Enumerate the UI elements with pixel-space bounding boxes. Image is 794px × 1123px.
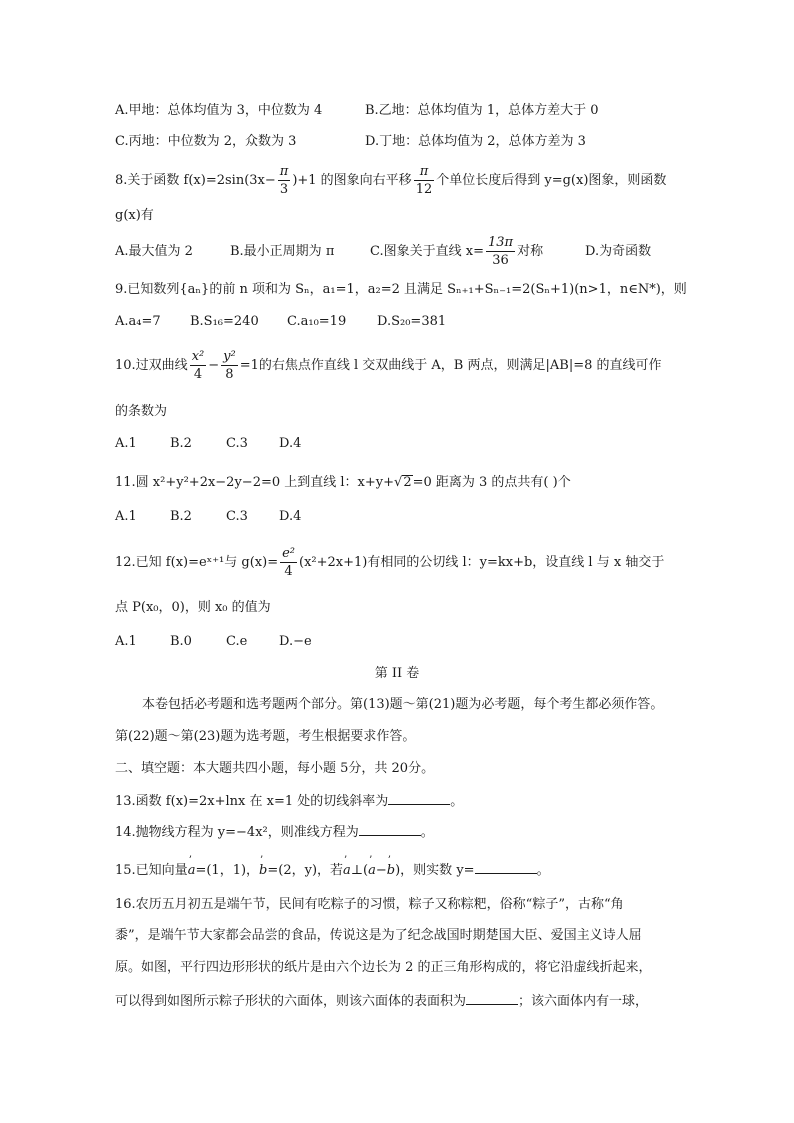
q16-answer-blank[interactable]	[466, 990, 518, 1005]
q13-stem-post: 。	[450, 794, 464, 809]
q11-radicand: 2	[403, 475, 412, 490]
q10-fraction-1-den: 4	[193, 367, 203, 382]
q12-option-b: B.0	[170, 634, 192, 649]
q8-fraction-1	[278, 163, 291, 198]
q8-option-c-den: 36	[492, 253, 509, 268]
q9-options	[115, 312, 446, 332]
q12-fraction-den: 4	[284, 564, 293, 579]
q7-option-b: B.乙地：总体均值为 1，总体方差大于 0	[365, 103, 599, 118]
q16-line3: 原。如图，平行四边形形状的纸片是由六个边长为 2 的正三角形构成的，将它沿虚线折起来，	[115, 960, 652, 975]
q8-fraction-1-num: π	[279, 164, 289, 179]
q9-stem: 9.已知数列{aₙ}的前 n 项和为 Sₙ，a₁=1，a₂=2 且满足 Sₙ₊₁+Sₙ₋₁=2(Sₙ+1)(n>1，n∈N*)，则	[115, 282, 687, 297]
fill-in-header: 二、填空题：本大题共四小题，每小题 5分，共 20分。	[115, 761, 435, 776]
q10-fraction-2	[221, 348, 238, 383]
q10-fraction-1-num: x²	[191, 349, 205, 364]
q13-stem	[115, 790, 463, 812]
q12-stem-line2: 点 P(x₀，0)，则 x₀ 的值为	[115, 600, 271, 615]
q8-fraction-2-den: 12	[415, 182, 433, 197]
q10-options	[115, 434, 301, 454]
q12-options	[115, 632, 312, 652]
q15-stem-part1: =(1，1)，	[195, 863, 260, 878]
q16-line4	[115, 990, 648, 1012]
q9-option-b: B.S₁₆=240	[190, 314, 259, 329]
q11-stem	[115, 473, 571, 493]
q8-fraction-1-den: 3	[279, 182, 289, 197]
q11-option-c: C.3	[226, 509, 248, 524]
q10-fraction-1	[190, 348, 207, 383]
q8-option-c-num: 13π	[487, 235, 514, 250]
q7-options-row-1	[115, 101, 599, 121]
q16-line4-post: ；该六面体内有一球，	[518, 994, 649, 1009]
q15-stem-post: 。	[536, 863, 550, 878]
q8-option-c-post: 对称	[517, 244, 544, 259]
q15-stem-part4: )，则实数 y=	[395, 863, 475, 878]
q7-option-d: D.丁地：总体均值为 2，总体方差为 3	[365, 134, 586, 149]
q9-option-a: A.a₄=7	[115, 314, 161, 329]
q12-stem-pre: 12.已知 f(x)=eˣ⁺¹与 g(x)=	[115, 555, 279, 570]
q8-option-c-pre: C.图象关于直线 x=	[370, 244, 484, 259]
q11-stem-post: =0 距离为 3 的点共有( )个	[412, 475, 571, 490]
q14-stem-post: 。	[420, 825, 434, 840]
q10-stem	[115, 346, 662, 386]
q13-stem-pre: 13.函数 f(x)=2x+lnx 在 x=1 处的切线斜率为	[115, 794, 389, 809]
q11-stem-pre: 11.圆 x²+y²+2x−2y−2=0 上到直线 l：x+y+	[115, 475, 395, 490]
q8-stem	[115, 161, 666, 201]
q15-stem-part3: ⊥(	[350, 863, 369, 878]
q8-option-c-fraction	[486, 234, 515, 269]
q8-option-d: D.为奇函数	[585, 244, 652, 259]
q12-stem-post: (x²+2x+1)有相同的公切线 l：y=kx+b，设直线 l 与 x 轴交于	[299, 555, 665, 570]
q15-answer-blank[interactable]	[475, 859, 537, 874]
vector-b: ’ b	[387, 861, 395, 881]
q7-option-a: A.甲地：总体均值为 3，中位数为 4	[115, 103, 323, 118]
q15-minus: −	[375, 863, 387, 878]
q14-stem	[115, 821, 434, 843]
q12-stem	[115, 543, 664, 583]
q11-option-a: A.1	[115, 509, 137, 524]
section-intro-line1: 本卷包括必考题和选考题两个部分。第(13)题～第(21)题为必考题，每个考生都必须作答。	[142, 697, 664, 712]
q8-stem-post: 个单位长度后得到 y=g(x)图象，则函数	[436, 173, 667, 188]
q8-option-b: B.最小正周期为 π	[230, 244, 335, 259]
q10-stem-pre: 10.过双曲线	[115, 358, 188, 373]
q10-option-b: B.2	[170, 436, 192, 451]
q8-options	[115, 232, 651, 272]
q9-option-d: D.S₂₀=381	[377, 314, 447, 329]
q14-answer-blank[interactable]	[359, 821, 421, 836]
q7-option-c: C.丙地：中位数为 2，众数为 3	[115, 134, 297, 149]
q13-answer-blank[interactable]	[388, 790, 450, 805]
q12-fraction-num: e²	[282, 546, 295, 561]
q12-option-d: D.−e	[279, 634, 312, 649]
q9-option-c: C.a₁₀=19	[287, 314, 347, 329]
q8-stem-mid: )+1 的图象向右平移	[292, 173, 412, 188]
vector-a: ’ a	[343, 861, 351, 881]
q12-option-c: C.e	[226, 634, 248, 649]
sqrt-symbol: √	[394, 475, 403, 490]
q16-line4-pre: 可以得到如图所示粽子形状的六面体，则该六面体的表面积为	[115, 994, 467, 1009]
q8-fraction-2-num: π	[414, 163, 435, 181]
q11-options	[115, 507, 301, 527]
q8-fraction-2	[414, 163, 435, 198]
q8-stem-line2: g(x)有	[115, 208, 154, 223]
q8-stem-pre: 8.关于函数 f(x)=2sin(3x−	[115, 173, 276, 188]
q11-option-b: B.2	[170, 509, 192, 524]
q15-stem-pre: 15.已知向量	[115, 863, 188, 878]
q16-line2: 黍”，是端午节大家都会品尝的食品，传说这是为了纪念战国时期楚国大臣、爱国主义诗人屈	[115, 928, 642, 943]
q16-line1: 16.农历五月初五是端午节，民间有吃粽子的习惯，粽子又称粽粑，俗称“粽子”，古称“角	[115, 897, 624, 912]
q15-stem-part2: =(2，y)，若	[267, 863, 344, 878]
q7-options-row-2	[115, 132, 586, 152]
section-title: 第 II 卷	[374, 666, 420, 681]
q10-minus: −	[208, 358, 220, 373]
q8-option-c	[370, 232, 585, 272]
q11-option-d: D.4	[279, 509, 302, 524]
section-intro-line2: 第(22)题～第(23)题为选考题，考生根据要求作答。	[115, 729, 416, 744]
q8-option-a: A.最大值为 2	[115, 244, 193, 259]
q10-stem-line2: 的条数为	[115, 404, 168, 419]
vector-b: ’ b	[259, 861, 267, 881]
q10-option-a: A.1	[115, 436, 137, 451]
q10-option-c: C.3	[226, 436, 248, 451]
q14-stem-pre: 14.抛物线方程为 y=−4x²，则准线方程为	[115, 825, 359, 840]
q15-stem	[115, 859, 550, 881]
q10-fraction-2-num: y²	[223, 349, 236, 364]
vector-a: ’ a	[188, 861, 196, 881]
q10-stem-post: =1的右焦点作直线 l 交双曲线于 A，B 两点，则满足|AB|=8 的直线可作	[239, 358, 662, 373]
q12-fraction	[280, 545, 297, 580]
q12-option-a: A.1	[115, 634, 137, 649]
q10-fraction-2-den: 8	[225, 367, 234, 382]
q10-option-d: D.4	[279, 436, 302, 451]
vector-a: ’ a	[368, 861, 376, 881]
